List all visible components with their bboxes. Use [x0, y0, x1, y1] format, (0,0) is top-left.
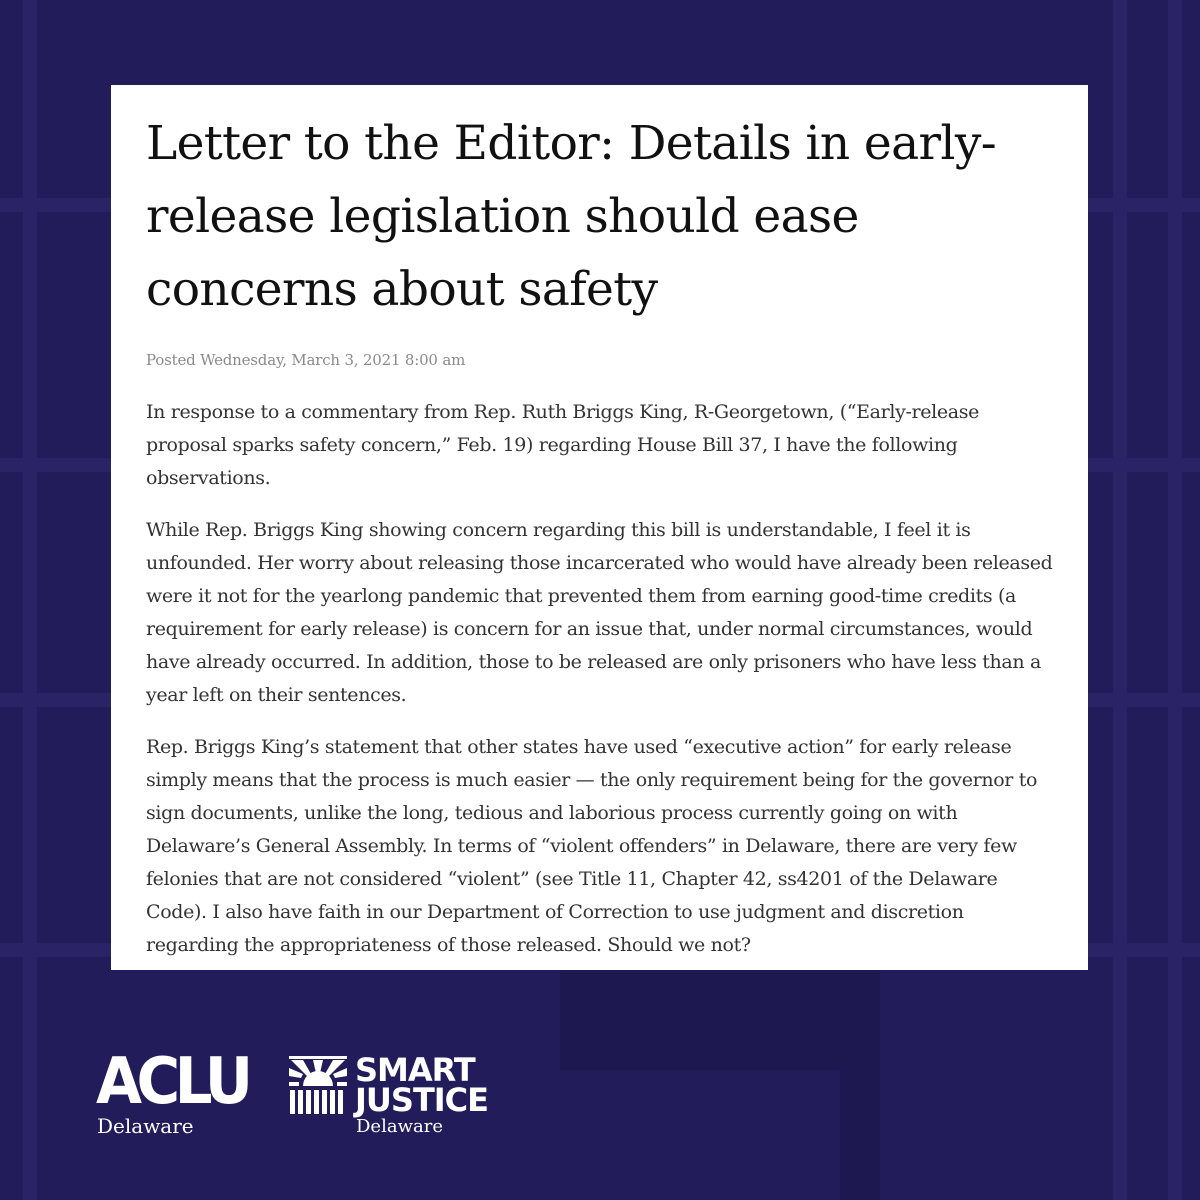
- posted-date: Posted Wednesday, March 3, 2021 8:00 am: [146, 351, 466, 369]
- aclu-logo-subtitle: Delaware: [97, 1114, 194, 1138]
- smart-justice-line-2: JUSTICE: [355, 1081, 489, 1119]
- smart-justice-subtitle: Delaware: [356, 1116, 443, 1137]
- smart-justice-emblem-icon: [289, 1056, 347, 1116]
- smart-justice-delaware-logo: [289, 1051, 519, 1144]
- article-title: Letter to the Editor: Details in early-release legislation should ease concerns about safety: [146, 116, 997, 317]
- aclu-delaware-logo: [96, 1045, 256, 1142]
- article-paragraph-2: While Rep. Briggs King showing concern regarding this bill is understandable, I feel it is unfounded. Her worry about releasing those incarcerated who would have already been released were it not for the yearlong pandemic that prevented them from earning good-time credits (a requirement for early release) is concern for an issue that, under normal circumstances, would have already occurred. In addition, those to be released are only prisoners who have less than a year left on their sentences.: [146, 519, 1053, 706]
- article-card: [111, 85, 1088, 970]
- article-paragraph-1: In response to a commentary from Rep. Ruth Briggs King, R-Georgetown, (“Early-release proposal sparks safety concern,” Feb. 19) regarding House Bill 37, I have the following observations.: [146, 401, 980, 489]
- article-paragraph-3: Rep. Briggs King’s statement that other states have used “executive action” for early release simply means that the process is much easier — the only requirement being for the governor to sign documents, unlike the long, tedious and laborious process currently going on with Delaware’s General Assembly. In terms of “violent offenders” in Delaware, there are very few felonies that are not considered “violent” (see Title 11, Chapter 42, ss4201 of the Delaware Code). I also have faith in our Department of Correction to use judgment and discretion regarding the appropriateness of those released. Should we not?: [146, 736, 1038, 956]
- smart-justice-line-1: SMART: [355, 1051, 475, 1089]
- aclu-logo-mark: ACLU: [96, 1045, 248, 1119]
